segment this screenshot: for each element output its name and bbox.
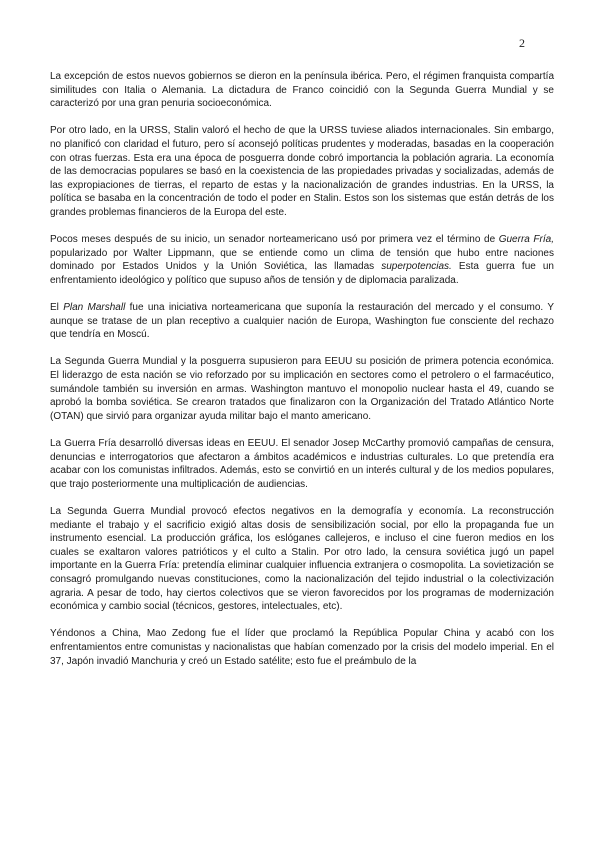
- paragraph-iberian-exception: La excepción de estos nuevos gobiernos se dieron en la península ibérica. Pero, el régimen franquista compartía similitudes con Italia o Alemania. La dictadura de Franco coincidió con la Segunda Guerra Mundial y se caracterizó por una gran penuria socioeconómica.: [50, 71, 554, 110]
- term-superpotencias: superpotencias.: [381, 261, 452, 273]
- paragraph-china-mao: Yéndonos a China, Mao Zedong fue el líder que proclamó la República Popular China y acabó con los enfrentamientos entre comunistas y nacionalistas que habían comenzado por la crisis del modelo imperial. En el 37, Japón invadió Manchuria y creó un Estado satélite; esto fue el preámbulo de la: [50, 628, 554, 667]
- paragraph-mccarthy: La Guerra Fría desarrolló diversas ideas en EEUU. El senador Josep McCarthy promovió campañas de censura, denuncias e interrogatorios que afectaron a ámbitos académicos e industrias culturales. Lo que pretendía era acabar con los comunistas infiltrados. Además, esto se convirtió en un interés cultural y de los medios populares, que trajo posteriormente una multiplicación de audiencias.: [50, 438, 554, 490]
- paragraph-soviet-propaganda: La Segunda Guerra Mundial provocó efectos negativos en la demografía y economía. La reconstrucción mediante el trabajo y el sacrificio exigió altas dosis de sensibilización social, por ello la propaganda fue un instrumento esencial. La producción gráfica, los eslóganes callejeros, e incluso el cine fueron medios en los cuales se exaltaron valores patrióticos y el culto a Stalin. Por otro lado, la censura soviética jugó un papel importante en la Guerra Fría: pretendía eliminar cualquier influencia extranjera o cosmopolita. La sovietización se consagró promulgando nuevas constituciones, como la nacionalización del tejido industrial o la colectivización agraria. A pesar de todo, hay ciertos colectivos que se vieron favorecidos por los programas de modernización económica y cambio social (técnicos, gestores, intelectuales, etc).: [50, 506, 554, 613]
- paragraph-urss-stalin: Por otro lado, en la URSS, Stalin valoró el hecho de que la URSS tuviese aliados internacionales. Sin embargo, no planificó con claridad el futuro, pero sí aconsejó políticas prudentes y moderadas, basadas en la cooperación con otras fuerzas. Esta era una época de posguerra donde cobró importancia la población agraria. La economía de las democracias populares se basó en la coexistencia de las propiedades privadas y socializadas, además de las expropiaciones de tierras, el reparto de estas y la nacionalización de grandes industrias. En la URSS, la política se basaba en la concentración de todo el poder en Stalin. Estos son los sistemas que están detrás de los grandes problemas financieros de la Europa del este.: [50, 125, 554, 218]
- paragraph-eeuu-power: La Segunda Guerra Mundial y la posguerra supusieron para EEUU su posición de primera potencia económica. El liderazgo de esta nación se vio reforzado por su implicación en sectores como el petrolero o el farmacéutico, sumándole también su inversión en armas. Washington mantuvo el monopolio nuclear hasta el 49, cuando se aprobó la bomba soviética. Se crearon tratados que finalizaron con la Organización del Tratado Atlántico Norte (OTAN) que sirvió para organizar ayuda militar bajo el manto americano.: [50, 356, 554, 422]
- page-number: 2: [519, 36, 525, 50]
- term-plan-marshall: Plan Marshall: [63, 302, 126, 314]
- paragraph-marshall-plan: El Plan Marshall fue una iniciativa norteamericana que suponía la restauración del mercado y el consumo. Y aunque se tratase de un plan receptivo a cualquier nación de Europa, Washington fue consciente del rechazo que tendría en Moscú.: [50, 302, 554, 341]
- paragraph-cold-war-term: Pocos meses después de su inicio, un senador norteamericano usó por primera vez el término de Guerra Fría, popularizado por Walter Lippmann, que se entiende como un clima de tensión que hubo entre naciones dominado por Estados Unidos y la Unión Soviética, las llamadas superpotencias. Esta guerra fue un enfrentamiento ideológico y político que supuso años de tensión y de diplomacia paralizada.: [50, 234, 554, 286]
- document-body: [50, 70, 554, 682]
- term-guerra-fria: Guerra Fría,: [498, 234, 554, 246]
